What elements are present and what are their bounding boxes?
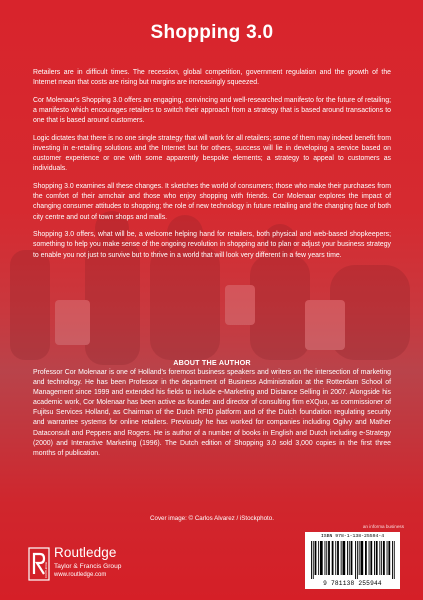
cover-image-credit: Cover image: © Carlos Alvarez / iStockphoto. (150, 515, 274, 522)
publisher-group: Taylor & Francis Group (54, 563, 122, 570)
publisher-name: Routledge (54, 545, 117, 560)
blurb-paragraph: Retailers are in difficult times. The recession, global competition, government regulation and the growth of the Internet mean that costs are rising but margins are increasingly squeezed. (33, 69, 391, 87)
informa-tagline: an informa business (362, 524, 404, 529)
publisher-url[interactable]: www.routledge.com (54, 572, 107, 578)
blurb-paragraph: Shopping 3.0 examines all these changes. It sketches the world of consumers; those who make their purchases from the comfort of their armchair and those who enjoy shopping with friends. Cor Molenaar explores the impact of changing consumer attitudes to shopping; the role of new technology in future retailing and the changing face of both city centre and out of town shops and malls. (33, 183, 391, 221)
blurb-paragraph: Shopping 3.0 offers, what will be, a welcome helping hand for retailers, both physical and web-based shopkeepers; something to help you make sense of the ongoing revolution in shopping and to plan or adjust your business strategy to enable you not just to survive but to thrive in a world that will look very different in a few years time. (33, 231, 391, 259)
about-author-heading: ABOUT THE AUTHOR (173, 358, 251, 367)
book-title: Shopping 3.0 (150, 22, 274, 43)
isbn-barcode (305, 532, 400, 589)
blurb-paragraph: Cor Molenaar's Shopping 3.0 offers an engaging, convincing and well-researched manifesto for the future of retailing; a manifesto which encourages retailers to switch their approach from a strategy that is based around transactions to one that is based around customers. (33, 96, 391, 125)
about-author-text (33, 368, 391, 459)
about-author-paragraph: Professor Cor Molenaar is one of Holland's foremost business speakers and writers on the intersection of marketing and technology. He has been Professor in the department of Business Administration at the Rotterdam School of Management since 1999 and extended his fields to include e-Marketing and Distance Selling in 2007. Alongside his academic work, Cor Molenaar has been active as founder and director of consulting firm eXQuo, as commissioner of Fujitsu Services Holland, as Chairman of the Dutch RFID platform and of the Dutch foundation regulating security and warrantee systems for online retailers. Previously he has worked for companies including Ogilvy and Mather Dataconsult and Peppers and Rogers. He is author of a number of books in English and Dutch including e-Strategy (2000) and Interactive Marketing (1996). The Dutch edition of Shopping 3.0 sold 3,000 copies in the first three months of publication. (33, 369, 391, 457)
barcode-icon (309, 541, 396, 579)
blurb (33, 68, 391, 268)
svg-text:ROUTLEDGE: ROUTLEDGE (45, 561, 48, 578)
publisher-block (28, 544, 198, 594)
isbn-number: 9 781138 255944 (323, 580, 382, 587)
blurb-paragraph: Logic dictates that there is no one single strategy that will work for all retailers; some of them may indeed benefit from investing in e-retailing solutions and the Internet but for others, success will lie in developing a service based on customer experience or one with some apparently bespoke elements; a strategy to appeal to customers as individuals. (33, 134, 391, 173)
isbn-label: ISBN 978-1-138-25594-4 (320, 534, 385, 539)
routledge-logo-icon (28, 547, 50, 581)
